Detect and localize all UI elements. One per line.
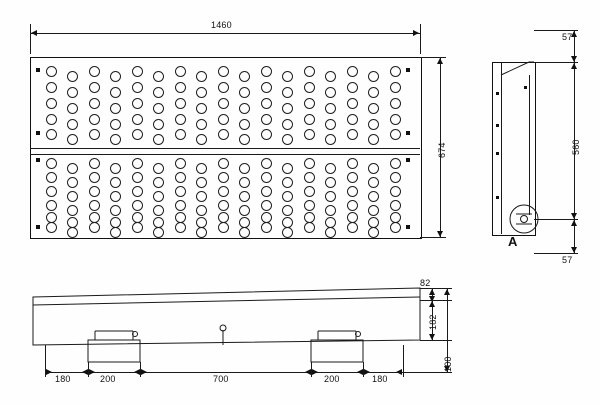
perforation-hole <box>67 119 78 130</box>
perforation-hole <box>282 191 293 202</box>
perforation-hole <box>390 200 401 211</box>
dim-front-width-label: 1460 <box>211 20 232 30</box>
perforation-hole <box>46 129 57 140</box>
perforation-hole <box>261 200 272 211</box>
perforation-hole <box>390 212 401 223</box>
dim-line-bottom-chain <box>45 372 403 373</box>
perforation-hole <box>239 163 250 174</box>
perforation-hole <box>196 163 207 174</box>
perforation-hole <box>196 227 207 238</box>
perforation-hole <box>239 217 250 228</box>
perforation-hole <box>218 222 229 233</box>
dim-arrow-up <box>429 289 435 295</box>
perforation-hole <box>175 129 186 140</box>
perforation-hole <box>390 66 401 77</box>
perforation-hole <box>304 212 315 223</box>
dim-arrow-down <box>571 247 577 253</box>
ext-line-bottom-right <box>420 237 446 238</box>
perforation-hole <box>218 98 229 109</box>
perforation-hole <box>368 177 379 188</box>
dim-span-left-180-label: 180 <box>55 374 71 384</box>
perforation-hole <box>196 217 207 228</box>
perforation-hole <box>196 134 207 145</box>
dim-front-height-label: 674 <box>437 142 447 158</box>
perforation-hole <box>153 87 164 98</box>
perforation-hole <box>67 134 78 145</box>
perforation-hole <box>282 163 293 174</box>
perforation-hole <box>132 200 143 211</box>
dim-span-left-200-label: 200 <box>100 374 116 384</box>
perforation-hole <box>368 134 379 145</box>
perforation-hole <box>46 66 57 77</box>
perforation-hole <box>282 103 293 114</box>
perforation-hole <box>89 222 100 233</box>
perforation-hole <box>368 87 379 98</box>
perforation-hole <box>282 205 293 216</box>
perforation-hole <box>239 205 250 216</box>
perforation-hole <box>261 98 272 109</box>
perforation-hole <box>89 129 100 140</box>
perforation-hole <box>218 114 229 125</box>
perforation-hole <box>132 82 143 93</box>
perforation-hole <box>239 191 250 202</box>
perforation-hole <box>239 119 250 130</box>
perforation-hole <box>46 98 57 109</box>
perforation-hole <box>325 103 336 114</box>
perforation-hole <box>304 222 315 233</box>
perforation-hole <box>218 66 229 77</box>
perforation-hole <box>325 177 336 188</box>
perforation-hole <box>175 186 186 197</box>
perforation-hole <box>390 114 401 125</box>
perforation-hole <box>46 200 57 211</box>
perforation-hole <box>282 177 293 188</box>
perforation-hole <box>196 71 207 82</box>
perforation-hole <box>67 227 78 238</box>
perforation-hole <box>368 191 379 202</box>
dim-arrow-right <box>413 30 419 36</box>
perforation-hole <box>239 134 250 145</box>
perforation-hole <box>347 212 358 223</box>
dim-side-top-57-label: 57 <box>562 32 573 42</box>
perforation-hole <box>368 71 379 82</box>
perforation-hole <box>89 172 100 183</box>
perforation-hole <box>304 114 315 125</box>
fastener-dot <box>496 124 499 127</box>
perforation-hole <box>347 82 358 93</box>
perforation-hole <box>390 129 401 140</box>
perforation-hole <box>282 217 293 228</box>
perforation-hole <box>132 98 143 109</box>
perforation-hole <box>67 87 78 98</box>
dim-arrow-left <box>305 369 311 375</box>
perforation-hole <box>175 172 186 183</box>
perforation-hole <box>325 163 336 174</box>
ext-line-bv-c <box>403 372 452 373</box>
fastener-dot <box>406 225 410 229</box>
fastener-dot <box>36 225 40 229</box>
dim-arrow-right <box>141 369 147 375</box>
perforation-hole <box>175 114 186 125</box>
dim-arrow-down <box>429 334 435 340</box>
perforation-hole <box>325 217 336 228</box>
perforation-hole <box>132 129 143 140</box>
perforation-hole <box>347 158 358 169</box>
perforation-hole <box>368 163 379 174</box>
perforation-hole <box>132 66 143 77</box>
ext-line-right <box>420 24 421 54</box>
perforation-hole <box>110 205 121 216</box>
perforation-hole <box>67 205 78 216</box>
perforation-hole <box>261 172 272 183</box>
perforation-hole <box>304 98 315 109</box>
perforation-hole <box>239 103 250 114</box>
perforation-hole <box>153 71 164 82</box>
perforation-hole <box>132 158 143 169</box>
perforation-hole <box>390 222 401 233</box>
ext-line-side-bottom <box>534 253 578 254</box>
perforation-hole <box>89 200 100 211</box>
perforation-hole <box>46 172 57 183</box>
dim-arrow-left <box>134 369 140 375</box>
perforation-hole <box>110 163 121 174</box>
perforation-hole <box>239 87 250 98</box>
perforation-hole <box>390 98 401 109</box>
perforation-hole <box>261 212 272 223</box>
perforation-hole <box>175 98 186 109</box>
perforation-hole <box>175 212 186 223</box>
perforation-hole <box>304 172 315 183</box>
perforation-hole <box>196 87 207 98</box>
perforation-hole <box>390 82 401 93</box>
perforation-hole <box>218 129 229 140</box>
perforation-hole <box>46 186 57 197</box>
perforation-hole <box>153 227 164 238</box>
dim-arrow-left <box>31 30 37 36</box>
dim-arrow-left <box>82 369 88 375</box>
perforation-hole <box>46 222 57 233</box>
perforation-hole <box>67 103 78 114</box>
perforation-hole <box>218 82 229 93</box>
perforation-hole <box>89 158 100 169</box>
perforation-hole <box>347 114 358 125</box>
fastener-dot <box>36 68 40 72</box>
dim-bottom-82-label: 82 <box>420 278 431 288</box>
dim-bottom-182-label: 182 <box>428 314 438 330</box>
perforation-hole <box>325 134 336 145</box>
perforation-hole <box>110 227 121 238</box>
perforation-hole <box>153 119 164 130</box>
perforation-hole <box>347 98 358 109</box>
perforation-hole <box>153 134 164 145</box>
perforation-hole <box>132 212 143 223</box>
perforation-hole <box>368 205 379 216</box>
perforation-hole <box>239 177 250 188</box>
perforation-hole <box>153 191 164 202</box>
fastener-dot <box>524 86 527 89</box>
perforation-hole <box>325 119 336 130</box>
front-view-center-rail-bottom <box>30 154 420 155</box>
perforation-hole <box>218 172 229 183</box>
perforation-hole <box>89 66 100 77</box>
perforation-hole <box>347 129 358 140</box>
dim-arrow-up <box>571 63 577 69</box>
perforation-hole <box>304 129 315 140</box>
side-view-inner-line <box>529 75 530 215</box>
perforation-hole <box>390 158 401 169</box>
perforation-hole <box>282 134 293 145</box>
perforation-hole <box>196 191 207 202</box>
front-view-center-rail-top <box>30 148 420 149</box>
perforation-hole <box>304 66 315 77</box>
perforation-hole <box>347 66 358 77</box>
perforation-hole <box>153 205 164 216</box>
perforation-hole <box>218 186 229 197</box>
perforation-hole <box>304 158 315 169</box>
perforation-hole <box>175 82 186 93</box>
detail-label-a: A <box>508 234 518 249</box>
perforation-hole <box>218 158 229 169</box>
perforation-hole <box>67 71 78 82</box>
dim-arrow-left <box>357 369 363 375</box>
perforation-hole <box>175 158 186 169</box>
perforation-hole <box>67 163 78 174</box>
dim-bottom-100-label: 100 <box>443 356 453 372</box>
perforation-hole <box>261 114 272 125</box>
perforation-hole <box>67 217 78 228</box>
perforation-hole <box>89 212 100 223</box>
dim-arrow-left <box>396 369 402 375</box>
perforation-hole <box>390 172 401 183</box>
dim-arrow-right <box>46 369 52 375</box>
perforation-hole <box>110 87 121 98</box>
dim-arrow-up <box>437 58 443 64</box>
perforation-hole <box>46 114 57 125</box>
fastener-dot <box>496 152 499 155</box>
perforation-hole <box>89 186 100 197</box>
perforation-hole <box>325 87 336 98</box>
perforation-hole <box>132 172 143 183</box>
perforation-hole <box>304 200 315 211</box>
perforation-hole <box>347 222 358 233</box>
perforation-hole <box>368 103 379 114</box>
perforation-hole <box>261 82 272 93</box>
perforation-hole <box>67 191 78 202</box>
perforation-hole <box>196 205 207 216</box>
fastener-dot <box>406 131 410 135</box>
perforation-hole <box>110 177 121 188</box>
perforation-hole <box>67 177 78 188</box>
dim-span-center-700-label: 700 <box>213 374 229 384</box>
perforation-hole <box>153 163 164 174</box>
dim-side-bottom-57-label: 57 <box>562 255 573 265</box>
perforation-hole <box>304 82 315 93</box>
dim-arrow-up <box>429 301 435 307</box>
dim-side-560-label: 560 <box>571 139 581 155</box>
perforation-hole <box>196 119 207 130</box>
perforation-hole <box>282 227 293 238</box>
perforation-hole <box>261 66 272 77</box>
perforation-hole <box>390 186 401 197</box>
side-view-face-line <box>501 62 502 234</box>
perforation-hole <box>175 200 186 211</box>
perforation-hole <box>175 66 186 77</box>
perforation-hole <box>368 119 379 130</box>
perforation-hole <box>218 212 229 223</box>
perforation-hole <box>261 222 272 233</box>
perforation-hole <box>89 114 100 125</box>
perforation-hole <box>325 71 336 82</box>
perforation-hole <box>347 200 358 211</box>
dim-arrow-up <box>571 220 577 226</box>
dim-arrow-down <box>437 231 443 237</box>
dim-arrow-right <box>364 369 370 375</box>
perforation-hole <box>110 191 121 202</box>
perforation-hole <box>368 217 379 228</box>
perforation-hole <box>132 114 143 125</box>
fastener-dot <box>36 158 40 162</box>
perforation-hole <box>110 71 121 82</box>
perforation-hole <box>196 103 207 114</box>
perforation-hole <box>175 222 186 233</box>
perforation-hole <box>261 158 272 169</box>
perforation-hole <box>110 217 121 228</box>
perforation-hole <box>46 158 57 169</box>
fastener-dot <box>496 92 499 95</box>
fastener-dot <box>406 68 410 72</box>
perforation-hole <box>218 200 229 211</box>
perforation-hole <box>368 227 379 238</box>
perforation-hole <box>347 186 358 197</box>
perforation-hole <box>239 71 250 82</box>
perforation-hole <box>196 177 207 188</box>
perforation-hole <box>347 172 358 183</box>
perforation-hole <box>282 87 293 98</box>
dim-line-width-1460 <box>30 33 420 34</box>
perforation-hole <box>153 177 164 188</box>
fastener-dot <box>496 196 499 199</box>
dim-arrow-right <box>89 369 95 375</box>
perforation-hole <box>261 129 272 140</box>
perforation-hole <box>110 119 121 130</box>
ext-line-left <box>30 24 31 54</box>
perforation-hole <box>46 212 57 223</box>
perforation-hole <box>282 119 293 130</box>
perforation-hole <box>46 82 57 93</box>
perforation-hole <box>282 71 293 82</box>
perforation-hole <box>325 205 336 216</box>
perforation-hole <box>261 186 272 197</box>
perforation-hole <box>239 227 250 238</box>
perforation-hole <box>325 191 336 202</box>
perforation-hole <box>132 186 143 197</box>
dim-arrow-up <box>444 289 450 295</box>
perforation-hole <box>89 82 100 93</box>
perforation-hole <box>153 217 164 228</box>
perforation-hole <box>89 98 100 109</box>
perforation-hole <box>132 222 143 233</box>
dim-span-right-200-label: 200 <box>324 374 340 384</box>
perforation-hole <box>325 227 336 238</box>
dim-arrow-right <box>312 369 318 375</box>
perforation-hole <box>304 186 315 197</box>
perforation-hole <box>110 103 121 114</box>
dim-span-right-180-label: 180 <box>372 374 388 384</box>
perforation-hole <box>110 134 121 145</box>
fastener-dot <box>406 158 410 162</box>
perforation-hole <box>153 103 164 114</box>
fastener-dot <box>36 131 40 135</box>
